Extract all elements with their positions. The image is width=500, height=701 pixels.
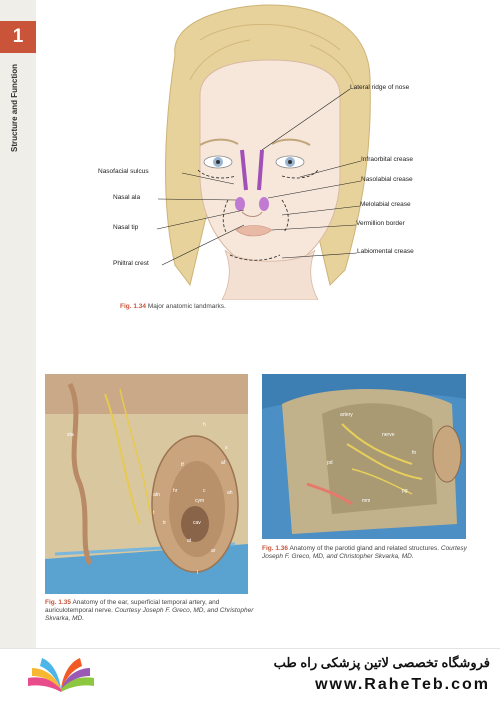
callout-nasofacial-sulcus: Nasofacial sulcus <box>98 168 149 175</box>
callout-melolabial-crease: Melolabial crease <box>360 201 411 208</box>
ear-label-t: t <box>153 510 155 516</box>
ear-label-tf: tf <box>181 462 184 468</box>
ear-label-cav: cav <box>193 520 201 526</box>
figure-136-text: Anatomy of the parotid gland and related structures. <box>289 545 440 552</box>
parotid-label-pg: pg <box>402 488 408 494</box>
figure-135-text: Anatomy of the ear, superficial temporal artery, and auriculotemporal nerve. <box>45 599 220 614</box>
raheteb-logo-icon <box>26 654 96 694</box>
callout-philtral-crest: Philtral crest <box>113 260 149 267</box>
callout-labiomental-crease: Labiomental crease <box>357 248 414 255</box>
ear-label-sta: sta <box>67 432 74 438</box>
figure-136-credit: Courtesy Joseph F. Greco, MD, and Christopher Skvarka, MD. <box>262 545 467 560</box>
figure-135-caption <box>45 599 255 623</box>
footer-url[interactable]: www.RaheTeb.com <box>315 676 490 693</box>
figure-136-caption <box>262 545 472 561</box>
ear-label-tr: tr <box>163 520 167 526</box>
parotid-label-mm: mm <box>362 498 371 504</box>
figure-134-text: Major anatomic landmarks. <box>147 303 226 310</box>
callout-nasal-ala: Nasal ala <box>113 194 141 201</box>
callout-infraorbital-crease: Infraorbital crease <box>361 156 414 163</box>
callout-lateral-ridge: Lateral ridge of nose <box>350 84 410 91</box>
ear-label-cym: cym <box>195 498 205 504</box>
ear-label-l: l <box>197 570 199 576</box>
callout-vermillion-border: Vermillion border <box>356 220 405 227</box>
ear-label-at: at <box>187 538 192 544</box>
parotid-label-nerve: nerve <box>382 432 395 438</box>
face-illustration <box>120 0 420 300</box>
chapter-number-tab: 1 <box>0 21 36 53</box>
ear-label-af: af <box>221 460 226 466</box>
ear-label-s: s <box>225 445 228 451</box>
parotid-label-artery: artery <box>340 412 353 418</box>
ear-label-hr: hr <box>173 488 178 494</box>
parotid-anatomy-photo <box>262 374 466 539</box>
figure-134-caption <box>120 303 226 311</box>
ear-label-h: h <box>203 422 206 428</box>
callout-nasal-tip: Nasal tip <box>113 224 139 231</box>
callout-nasolabial-crease: Nasolabial crease <box>361 176 413 183</box>
figure-135-label: Fig. 1.35 <box>45 599 72 606</box>
footer-persian-title: فروشگاه تخصصی لاتین پزشکی راه طب <box>273 655 490 670</box>
ear-label-c: c <box>203 488 206 494</box>
figure-136-label: Fig. 1.36 <box>262 545 289 552</box>
ear-label-ah: ah <box>227 490 233 496</box>
figure-135-credit: Courtesy Joseph F. Greco, MD, and Christopher Skvarka, MD. <box>45 607 254 622</box>
parotid-label-pd: pd <box>327 460 333 466</box>
figure-134-label: Fig. 1.34 <box>120 303 147 310</box>
ear-label-atn: atn <box>153 492 160 498</box>
ear-anatomy-photo <box>45 374 248 594</box>
section-label: Structure and Function <box>10 64 19 152</box>
ear-label-ar: ar <box>211 548 216 554</box>
parotid-label-fn: fn <box>412 450 417 456</box>
